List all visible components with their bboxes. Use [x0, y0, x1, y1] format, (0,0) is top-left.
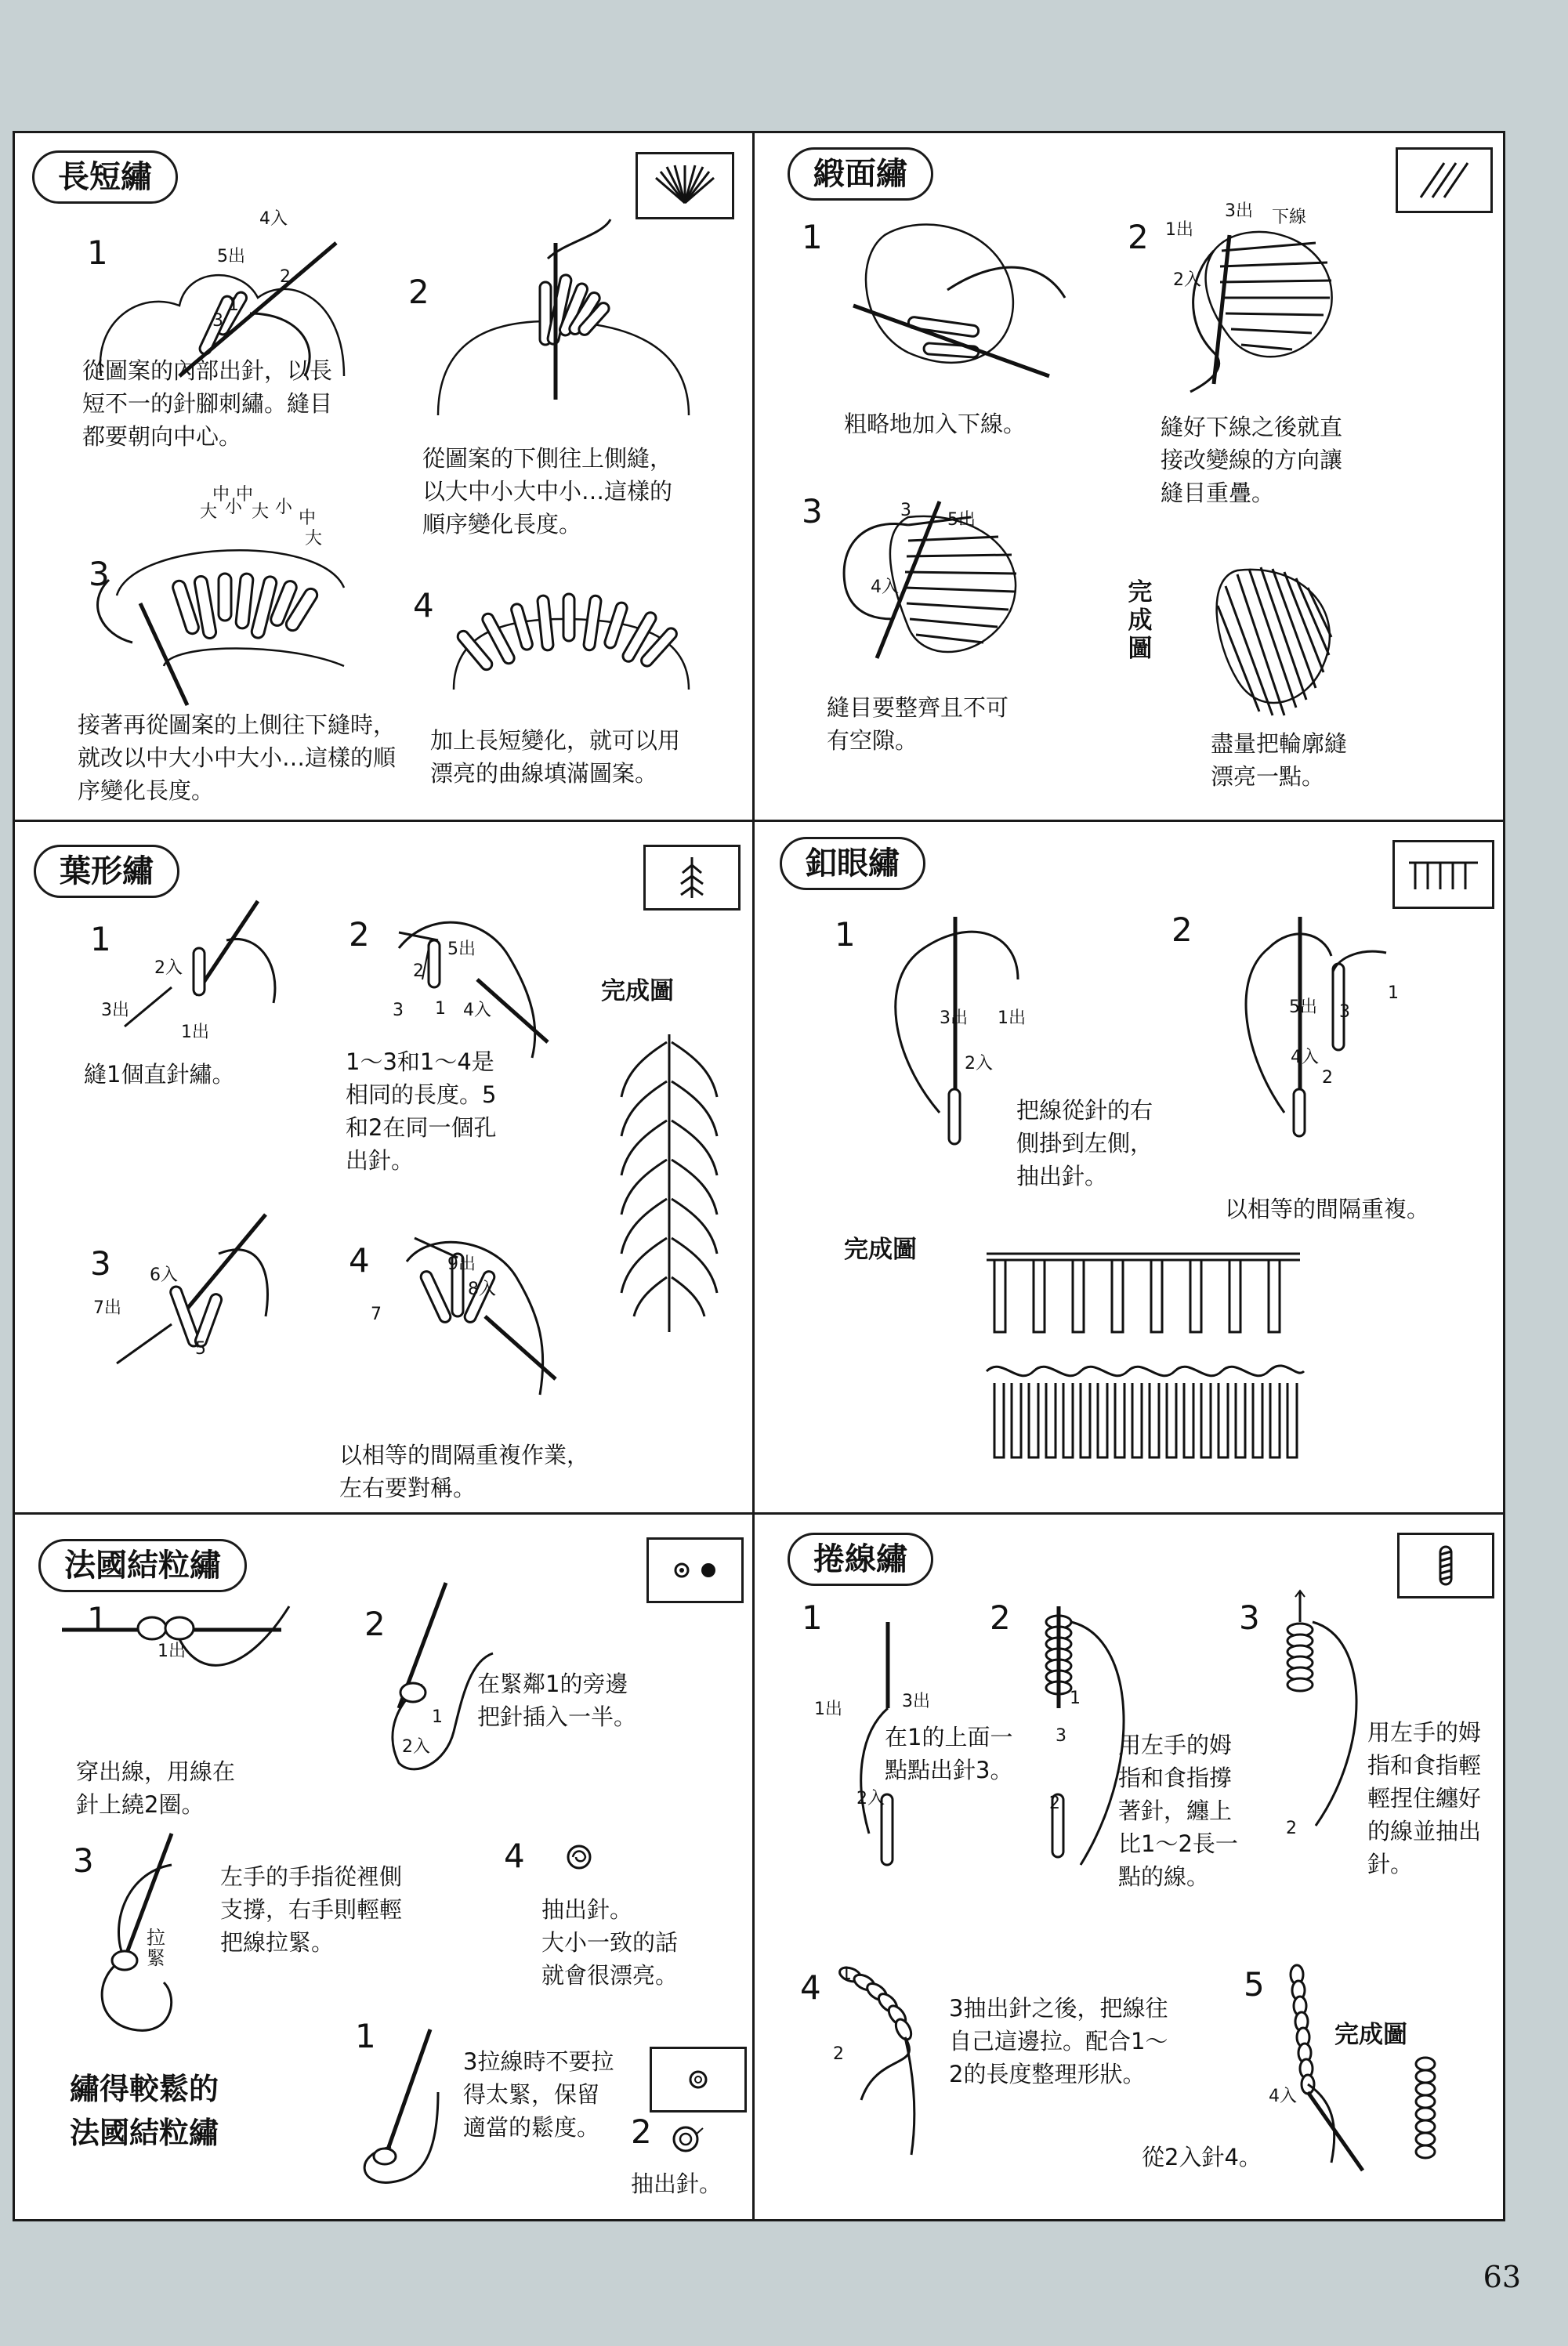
label: 中: [212, 485, 230, 505]
label: 2入: [965, 1054, 993, 1073]
step-text-line: 縫目重疊。: [1161, 480, 1275, 506]
label: 小: [225, 498, 243, 517]
page-number: 63: [1483, 2260, 1521, 2294]
step-text-line: 漂亮一點。: [1211, 763, 1325, 790]
step-text-line: 的線並抽出: [1367, 1818, 1482, 1845]
step-text-line: 接著再從圖案的上側往下縫時，: [78, 711, 397, 738]
step-text-line: 穿出線，用線在: [76, 1758, 236, 1785]
section-title-buttonhole: 釦眼繡: [780, 837, 925, 890]
step-text-line: 指和食指撐: [1118, 1765, 1233, 1791]
step-text-line: 3抽出針之後，把線往: [949, 1995, 1168, 2022]
label: 中: [236, 485, 254, 505]
label: 2入: [402, 1737, 430, 1757]
step-number: 1: [802, 1598, 823, 1637]
step-number: 1: [835, 915, 856, 954]
label: 小: [275, 498, 293, 517]
label: 2: [1049, 1794, 1060, 1813]
section-title-satin: 緞面繡: [788, 147, 933, 201]
step-text-line: 盡量把輪廓縫: [1211, 730, 1348, 757]
step-number: 3: [90, 1244, 111, 1283]
step-text-line: 把針插入一半。: [477, 1703, 637, 1730]
label: 1出: [181, 1023, 209, 1042]
step-text-line: 出針。: [346, 1147, 415, 1174]
loose-knot-heading: 繡得較鬆的: [70, 2072, 219, 2106]
step-text-line: 短不一的針腳刺繡。縫目: [82, 390, 333, 417]
label: 4入: [1291, 1048, 1319, 1067]
satin-finished-diagram: [1206, 563, 1347, 719]
step-text-line: 自己這邊拉。配合1～: [949, 2028, 1168, 2055]
label: 1: [841, 1964, 852, 1984]
label: 3出: [101, 1001, 129, 1020]
step-text-line: 左右要對稱。: [339, 1475, 476, 1501]
step-text-line: 輕捏住纏好: [1367, 1785, 1482, 1812]
step-text-line: 漂亮的曲線填滿圖案。: [430, 760, 658, 787]
label: 4入: [259, 209, 288, 229]
step-number: 2: [1171, 911, 1193, 949]
step-text-line: 把線拉緊。: [220, 1929, 335, 1956]
loose-knot-step1-diagram: [352, 2029, 462, 2186]
label: 2: [833, 2044, 844, 2064]
step-text-line: 抽出針。: [1016, 1163, 1108, 1189]
step-number: 2: [364, 1605, 386, 1643]
label: 1: [432, 1707, 443, 1727]
row-divider-2: [15, 1512, 1503, 1515]
step-text-line: 有空隙。: [827, 727, 918, 754]
step-text-line: 相同的長度。5: [346, 1081, 497, 1108]
step-number: 4: [800, 1968, 821, 2007]
step-text-line: 抽出針。: [541, 1896, 633, 1923]
step-number: 2: [349, 915, 370, 954]
step-text-line: 點的線。: [1118, 1863, 1210, 1890]
step-text-line: 比1～2長一: [1118, 1830, 1238, 1857]
bullion-finished-diagram: [1410, 2053, 1441, 2170]
section-title-bullion: 捲線繡: [788, 1533, 933, 1586]
label: 1出: [998, 1008, 1026, 1028]
label: 1: [1388, 983, 1399, 1003]
step-number: 1: [90, 920, 111, 958]
step-text-line: 加上長短變化，就可以用: [430, 727, 681, 754]
step-text-line: 用左手的姆: [1367, 1719, 1482, 1746]
label: 3: [1056, 1726, 1066, 1746]
step-number: 4: [349, 1241, 370, 1280]
step-text-line: 針上繞2圈。: [76, 1791, 205, 1818]
fishbone-finished-diagram: [610, 1026, 728, 1340]
buttonhole-step2-diagram: [1214, 901, 1394, 1160]
section-title-fishbone: 葉形繡: [34, 845, 179, 898]
label: 1出: [158, 1642, 186, 1661]
label: 1: [435, 999, 446, 1019]
fishbone-step2-diagram: [383, 901, 571, 1058]
label: 1出: [814, 1700, 842, 1719]
step-text-line: 就改以中大小中大小…這樣的順: [78, 744, 397, 771]
label: 1出: [1165, 220, 1193, 240]
step-text-line: 以大中小大中小…這樣的: [422, 478, 673, 505]
step-text-line: 縫1個直針繡。: [84, 1061, 235, 1088]
step-number: 1: [87, 1600, 108, 1638]
label: 大: [252, 502, 270, 522]
label: 2: [413, 961, 424, 981]
fishbone-stitch-icon: [643, 845, 741, 911]
step-text-line: 從圖案的內部出針，以長: [82, 357, 333, 384]
step-text-line: 2的長度整理形狀。: [949, 2061, 1146, 2087]
long-short-step1-diagram: [93, 196, 375, 376]
label: 6入: [150, 1265, 178, 1285]
step-number: 2: [408, 273, 429, 311]
label: 2入: [154, 958, 183, 978]
satin-step1-diagram: [838, 212, 1073, 392]
label: 7出: [93, 1298, 121, 1318]
long-short-step2-diagram: [422, 227, 720, 415]
step-text-line: 以相等的間隔重複作業，: [339, 1442, 590, 1468]
step-text-line: 都要朝向中心。: [82, 423, 242, 450]
fishbone-step3-diagram: [101, 1207, 281, 1363]
bullion-step5-diagram: [1276, 1959, 1378, 2186]
step-text-line: 把線從針的右: [1016, 1097, 1153, 1124]
section-title-french-knot: 法國結粒繡: [38, 1539, 247, 1592]
label: 中: [299, 509, 317, 528]
label: 2: [280, 267, 291, 287]
label: 大: [305, 529, 323, 548]
label: 3出: [940, 1008, 968, 1028]
finished-label: 完成圖: [1334, 2021, 1407, 2049]
step-number: 5: [1244, 1965, 1265, 2004]
loose-knot-step2-knot: [670, 2123, 704, 2155]
label: 4入: [1269, 2087, 1297, 2106]
long-short-step4-diagram: [438, 572, 720, 690]
label: 2: [1286, 1819, 1297, 1838]
step-text-line: 著針，纏上: [1118, 1798, 1233, 1824]
label: 1: [1070, 1689, 1081, 1708]
label: 1: [228, 295, 239, 315]
loose-knot-heading: 法國結粒繡: [70, 2116, 219, 2150]
step-number: 2: [990, 1598, 1011, 1637]
finished-label: 完成圖: [601, 977, 674, 1005]
step-text-line: 以相等的間隔重複。: [1225, 1196, 1430, 1222]
step-number: 2: [631, 2112, 652, 2151]
fishbone-step4-diagram: [383, 1222, 571, 1395]
step-text-line: 適當的鬆度。: [463, 2114, 600, 2141]
long-short-step3-diagram: [85, 486, 383, 705]
label: 3: [1339, 1002, 1350, 1022]
label: 4入: [463, 1001, 491, 1020]
step-number: 1: [355, 2017, 376, 2055]
finished-label: 完成圖: [1128, 578, 1153, 663]
step-text-line: 3拉線時不要拉: [463, 2048, 614, 2075]
step-number: 1: [87, 234, 108, 272]
label: 5出: [217, 247, 245, 266]
step-text-line: 縫好下線之後就直: [1161, 414, 1343, 440]
step-text-line: 大小一致的話: [541, 1929, 679, 1956]
label: 5出: [447, 939, 476, 959]
label: 2入: [1173, 270, 1201, 290]
step-number: 3: [89, 555, 110, 593]
step-text-line: 支撐，右手則輕輕: [220, 1896, 403, 1923]
step-text-line: 順序變化長度。: [422, 511, 582, 538]
step-text-line: 針。: [1367, 1851, 1414, 1877]
step-text-line: 就會很漂亮。: [541, 1962, 679, 1989]
step-text-line: 在緊鄰1的旁邊: [477, 1671, 628, 1697]
french-knot-icon: [646, 1537, 744, 1603]
finished-label: 完成圖: [844, 1236, 917, 1264]
step-text-line: 接改變線的方向讓: [1161, 447, 1343, 473]
label: 3出: [1225, 201, 1253, 221]
step-number: 1: [802, 218, 823, 256]
step-text-line: 縫目要整齊且不可: [827, 694, 1009, 721]
section-title-long-short: 長短繡: [32, 150, 178, 204]
satin-stitch-icon: [1396, 147, 1493, 213]
step-text-line: 從圖案的下側往上側縫，: [422, 445, 673, 472]
label: 3: [393, 1001, 404, 1020]
step-text-line: 從2入針4。: [1142, 2144, 1262, 2170]
step-number: 3: [73, 1841, 94, 1880]
label: 3出: [902, 1692, 930, 1711]
label: 拉緊: [147, 1927, 165, 1969]
step-text-line: 粗略地加入下線。: [844, 411, 1027, 437]
step-number: 4: [413, 586, 434, 625]
step-text-line: 在1的上面一: [885, 1724, 1013, 1750]
label: 5出: [947, 510, 976, 530]
long-short-stitch-icon: [636, 152, 734, 219]
bullion-step4-diagram: [830, 1959, 940, 2163]
step-number: 3: [802, 492, 823, 530]
step-number: 3: [1239, 1598, 1260, 1637]
loose-knot-icon: [650, 2047, 747, 2112]
bullion-stitch-icon: [1397, 1533, 1494, 1598]
label: 4入: [871, 577, 899, 597]
french-knot-step4-knot: [563, 1841, 595, 1873]
label: 3: [212, 311, 223, 331]
label: 5出: [1289, 997, 1317, 1017]
step-text-line: 和2在同一個孔: [346, 1114, 497, 1141]
step-number: 2: [1128, 218, 1149, 256]
step-text-line: 左手的手指從裡側: [220, 1863, 403, 1890]
step-text-line: 點點出針3。: [885, 1757, 1013, 1783]
step-text-line: 得太緊，保留: [463, 2081, 600, 2108]
column-divider: [752, 133, 755, 2219]
label: 3: [900, 501, 911, 520]
label: 下線: [1272, 208, 1307, 227]
instruction-sheet: [13, 131, 1505, 2221]
step-text-line: 序變化長度。: [78, 777, 215, 804]
label: 5: [195, 1339, 206, 1359]
bullion-step3-diagram: [1269, 1591, 1378, 1841]
step-text-line: 1～3和1～4是: [346, 1048, 494, 1075]
step-text-line: 指和食指輕: [1367, 1752, 1482, 1779]
buttonhole-finished-diagram: [979, 1238, 1308, 1473]
step-text-line: 抽出針。: [631, 2170, 722, 2197]
step-number: 4: [504, 1837, 525, 1875]
label: 2: [1322, 1068, 1333, 1088]
label: 9出: [447, 1254, 476, 1274]
row-divider-1: [15, 820, 1503, 822]
label: 大: [200, 502, 218, 522]
step-text-line: 用左手的姆: [1118, 1732, 1233, 1758]
label: 2入: [856, 1789, 885, 1808]
label: 7: [371, 1305, 382, 1324]
step-text-line: 側掛到左側，: [1016, 1130, 1153, 1157]
buttonhole-stitch-icon: [1392, 840, 1494, 909]
label: 8入: [468, 1280, 496, 1299]
